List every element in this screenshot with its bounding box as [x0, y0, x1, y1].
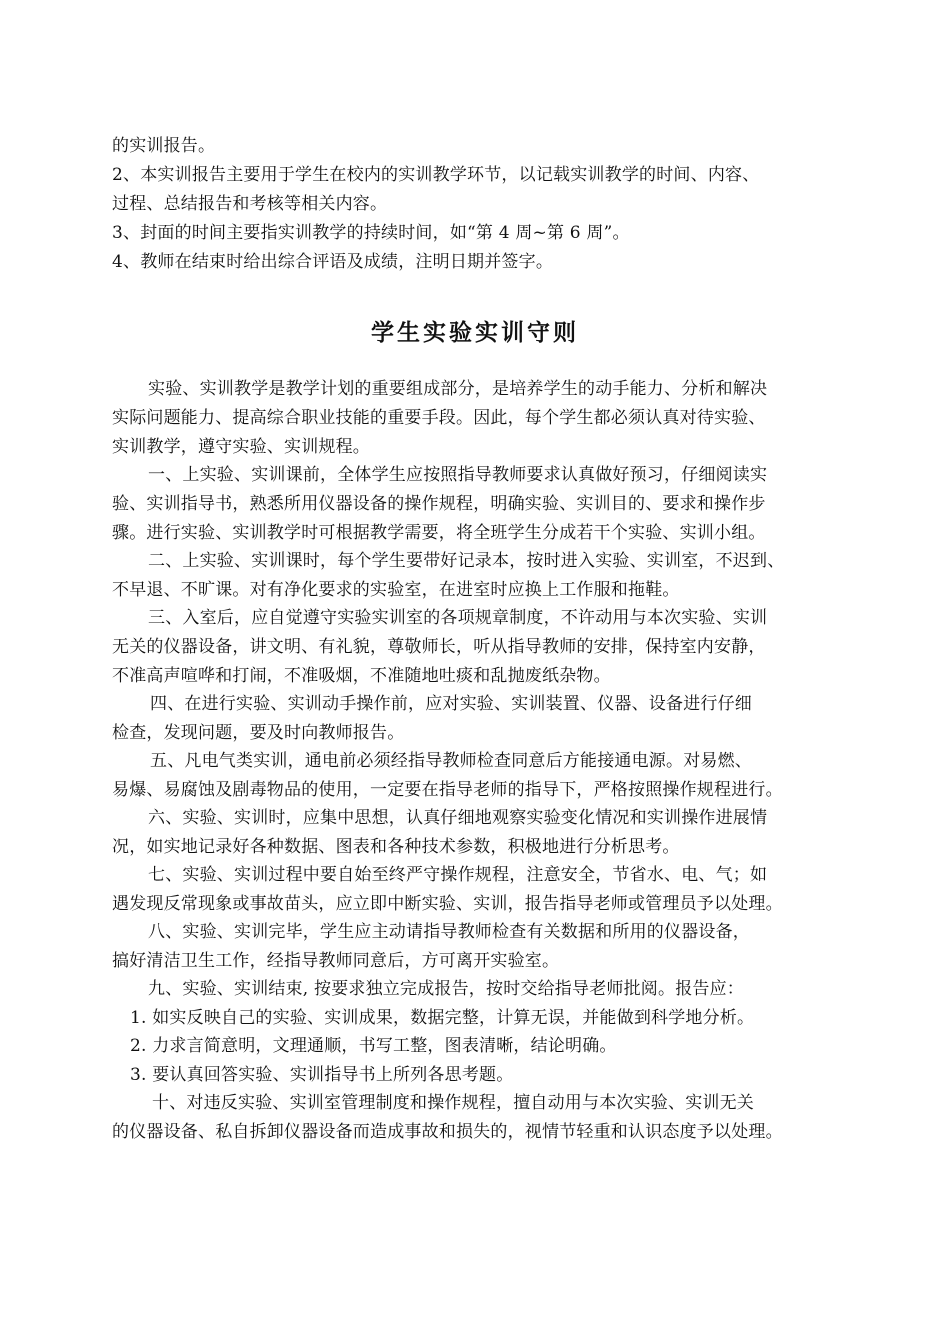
note-line: 的实训报告。 [112, 136, 216, 156]
body-line: 的仪器设备、私自拆卸仪器设备而造成事故和损失的，视情节轻重和认识态度予以处理。 [112, 1122, 783, 1142]
note-line: 3、封面的时间主要指实训教学的持续时间，如“第 4 周~第 6 周”。 [112, 223, 630, 243]
body-line: 易爆、易腐蚀及剧毒物品的使用，一定要在指导老师的指导下，严格按照操作规程进行。 [112, 780, 783, 800]
body-line: 不早退、不旷课。对有净化要求的实验室，在进室时应换上工作服和拖鞋。 [112, 580, 680, 600]
body-line: 搞好清洁卫生工作，经指导教师同意后，方可离开实验室。 [112, 951, 560, 971]
section-title: 学生实验实训守则 [371, 320, 579, 346]
body-line: 实训教学，遵守实验、实训规程。 [112, 437, 370, 457]
note-line: 4、教师在结束时给出综合评语及成绩，注明日期并签字。 [112, 252, 554, 272]
note-line: 过程、总结报告和考核等相关内容。 [112, 194, 388, 214]
body-line: 七、实验、实训过程中要自始至终严守操作规程，注意安全，节省水、电、气；如 [148, 865, 768, 885]
body-line: 九、实验、实训结束, 按要求独立完成报告，按时交给指导老师批阅。报告应： [148, 979, 745, 999]
body-line: 六、实验、实训时，应集中思想，认真仔细地观察实验变化情况和实训操作进展情 [148, 808, 768, 828]
body-line: 检查，发现问题，要及时向教师报告。 [112, 723, 405, 743]
body-line: 况，如实地记录好各种数据、图表和各种技术参数，积极地进行分析思考。 [112, 837, 680, 857]
requirement-item: 3. 要认真回答实验、实训指导书上所列各思考题。 [130, 1065, 514, 1085]
body-line: 实验、实训教学是教学计划的重要组成部分，是培养学生的动手能力、分析和解决 [148, 379, 768, 399]
body-line: 五、凡电气类实训，通电前必须经指导教师检查同意后方能接通电源。对易燃、 [150, 751, 752, 771]
body-line: 不准高声喧哗和打闹，不准吸烟，不准随地吐痰和乱抛废纸杂物。 [112, 666, 611, 686]
body-line: 验、实训指导书，熟悉所用仪器设备的操作规程，明确实验、实训目的、要求和操作步 [112, 494, 766, 514]
body-line: 四、在进行实验、实训动手操作前，应对实验、实训装置、仪器、设备进行仔细 [150, 694, 752, 714]
body-line: 无关的仪器设备，讲文明、有礼貌，尊敬师长，听从指导教师的安排，保持室内安静， [112, 637, 766, 657]
body-line: 三、入室后，应自觉遵守实验实训室的各项规章制度，不许动用与本次实验、实训 [148, 608, 768, 628]
body-line: 骤。进行实验、实训教学时可根据教学需要，将全班学生分成若干个实验、实训小组。 [112, 523, 766, 543]
body-line: 十、对违反实验、实训室管理制度和操作规程，擅自动用与本次实验、实训无关 [152, 1093, 754, 1113]
note-line: 2、本实训报告主要用于学生在校内的实训教学环节，以记载实训教学的时间、内容、 [112, 165, 760, 185]
body-line: 遇发现反常现象或事故苗头，应立即中断实验、实训，报告指导老师或管理员予以处理。 [112, 894, 783, 914]
body-line: 实际问题能力、提高综合职业技能的重要手段。因此，每个学生都必须认真对待实验、 [112, 408, 766, 428]
body-line: 一、上实验、实训课前，全体学生应按照指导教师要求认真做好预习，仔细阅读实 [148, 465, 768, 485]
requirement-item: 2. 力求言简意明，文理通顺，书写工整，图表清晰，结论明确。 [130, 1036, 617, 1056]
body-line: 二、上实验、实训课时，每个学生要带好记录本，按时进入实验、实训室，不迟到、 [148, 551, 785, 571]
requirement-item: 1. 如实反映自己的实验、实训成果，数据完整，计算无误，并能做到科学地分析。 [130, 1008, 755, 1028]
body-line: 八、实验、实训完毕，学生应主动请指导教师检查有关数据和所用的仪器设备， [148, 922, 750, 942]
